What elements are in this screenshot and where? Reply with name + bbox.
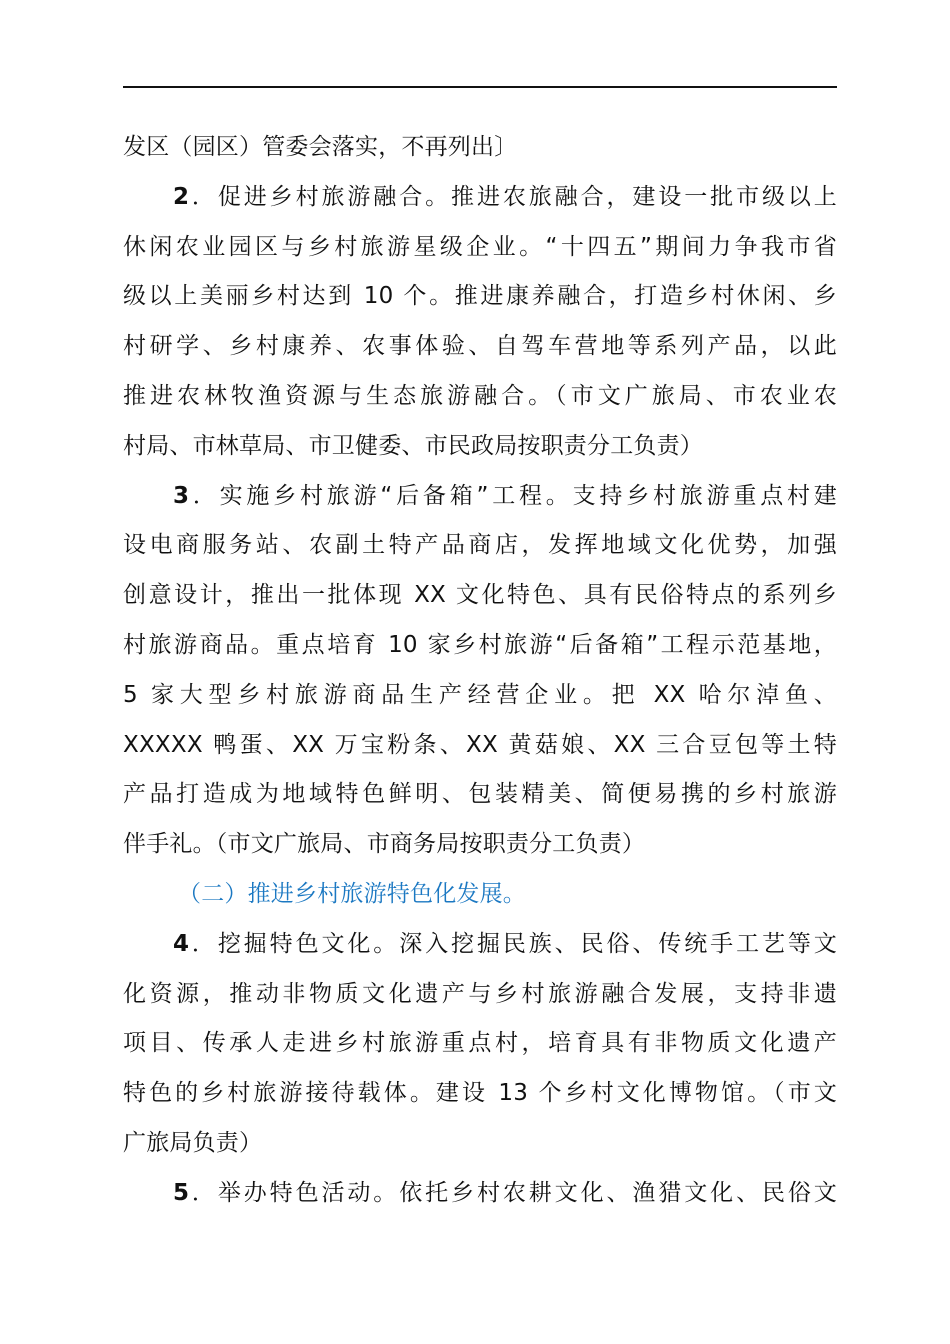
text-line (123, 571, 837, 621)
line-text: （二）推进乡村旅游特色化发展。 (178, 880, 526, 907)
line-text: XXXXX 鸭蛋、XX 万宝粉条、XX 黄菇娘、XX 三合豆包等土特 (123, 731, 837, 758)
text-line (123, 422, 837, 472)
line-text: 村研学、乡村康养、农事体验、自驾车营地等系列产品，以此 (123, 333, 837, 360)
line-text: 设电商服务站、农副土特产品商店，发挥地域文化优势，加强 (123, 532, 837, 559)
line-text: 化资源，推动非物质文化遗产与乡村旅游融合发展，支持非遗 (123, 980, 837, 1007)
line-text: 发区（园区）管委会落实，不再列出〕 (123, 134, 518, 160)
line-text: 级以上美丽乡村达到 10 个。推进康养融合，打造乡村休闲、乡 (123, 283, 837, 310)
text-line (123, 372, 837, 422)
line-text: 伴手礼。（市文广旅局、市商务局按职责分工负责） (123, 831, 646, 858)
text-line (123, 521, 837, 571)
text-line (123, 770, 837, 820)
text-line (123, 721, 837, 771)
text-line (123, 1119, 837, 1169)
line-text: 推进农林牧渔资源与生态旅游融合。（市文广旅局、市农业农 (123, 382, 837, 409)
section-heading (123, 870, 837, 920)
line-text: 村局、市林草局、市卫健委、市民政局按职责分工负责） (123, 432, 703, 459)
line-text: 休闲农业园区与乡村旅游星级企业。“十四五”期间力争我市省 (123, 233, 837, 260)
text-line (123, 970, 837, 1020)
text-line (123, 671, 837, 721)
line-text: 创意设计，推出一批体现 XX 文化特色、具有民俗特点的系列乡 (123, 582, 837, 609)
text-line (123, 1019, 837, 1069)
text-line (123, 1169, 837, 1219)
text-line (123, 123, 837, 173)
line-text: 村旅游商品。重点培育 10 家乡村旅游“后备箱”工程示范基地， (123, 631, 837, 658)
text-line (123, 223, 837, 273)
item-number: 5 (173, 1179, 190, 1206)
text-line (123, 820, 837, 870)
item-number: 2 (173, 183, 190, 210)
text-line (123, 472, 837, 522)
line-text: 5 家大型乡村旅游商品生产经营企业。把 XX 哈尔淖鱼、 (123, 681, 837, 708)
line-text: 特色的乡村旅游接待载体。建设 13 个乡村文化博物馆。（市文 (123, 1080, 837, 1107)
text-line (123, 272, 837, 322)
text-line (123, 1069, 837, 1119)
line-text: ．促进乡村旅游融合。推进农旅融合，建设一批市级以上 (189, 183, 837, 210)
line-text: 广旅局负责） (123, 1129, 263, 1156)
text-line (123, 322, 837, 372)
line-text: 产品打造成为地域特色鲜明、包装精美、简便易携的乡村旅游 (123, 781, 837, 808)
text-line (123, 621, 837, 671)
header-rule (123, 86, 837, 88)
text-line (123, 173, 837, 223)
item-number: 3 (173, 482, 190, 509)
line-text: ．实施乡村旅游“后备箱”工程。支持乡村旅游重点村建 (189, 482, 837, 509)
line-text: ．举办特色活动。依托乡村农耕文化、渔猎文化、民俗文 (189, 1179, 837, 1206)
line-text: ．挖掘特色文化。深入挖掘民族、民俗、传统手工艺等文 (189, 930, 837, 957)
text-line (123, 920, 837, 970)
line-text: 项目、传承人走进乡村旅游重点村，培育具有非物质文化遗产 (123, 1030, 837, 1057)
document-body (123, 123, 837, 1219)
item-number: 4 (173, 930, 190, 957)
